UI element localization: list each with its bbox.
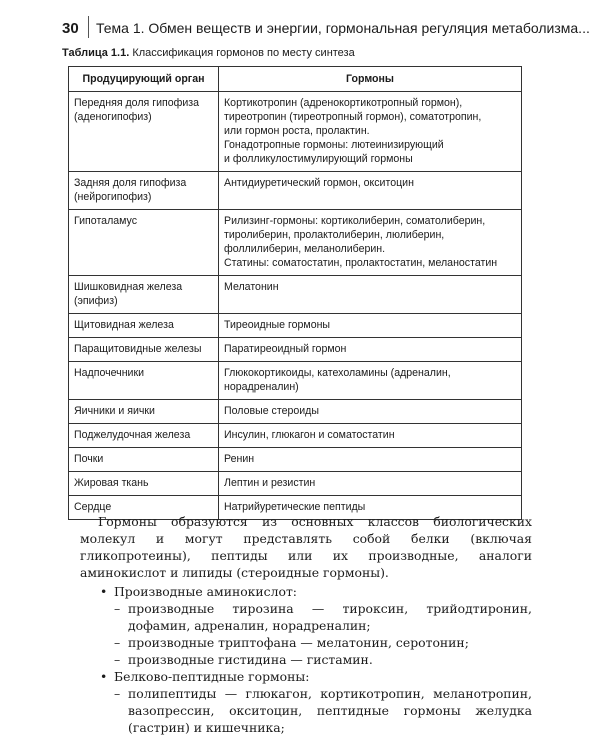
hormone-class-list bbox=[80, 583, 532, 736]
hormones-cell: Половые стероиды bbox=[219, 400, 522, 424]
sub-list-item bbox=[114, 634, 532, 651]
sub-item-text: производные триптофана — мелатонин, серотонин; bbox=[128, 635, 469, 650]
header-divider bbox=[88, 16, 89, 38]
list-item bbox=[80, 668, 532, 736]
dash-icon: – bbox=[114, 652, 121, 667]
table-row bbox=[69, 424, 522, 448]
organ-cell: Паращитовидные железы bbox=[69, 338, 219, 362]
sub-list bbox=[114, 685, 532, 736]
dash-icon: – bbox=[114, 686, 121, 701]
table-header-row bbox=[69, 67, 522, 92]
intro-paragraph: Гормоны образуются из основных классов биологических молекул и могут представлять собой белки (включая гликопротеины), пептиды или их производные, аналоги аминокислот и липиды (стероидные гормоны). bbox=[80, 514, 532, 580]
organ-cell: Яичники и яички bbox=[69, 400, 219, 424]
organ-cell: Жировая ткань bbox=[69, 472, 219, 496]
running-header bbox=[62, 14, 590, 40]
organ-cell: Сердце bbox=[69, 496, 219, 520]
page-number: 30 bbox=[62, 20, 79, 37]
table-row bbox=[69, 338, 522, 362]
running-title: Тема 1. Обмен веществ и энергии, гормональная регуляция метаболизма... bbox=[96, 20, 590, 36]
organ-cell: Щитовидная железа bbox=[69, 314, 219, 338]
group-title: Белково-пептидные гормоны: bbox=[114, 669, 310, 684]
column-header-hormones: Гормоны bbox=[219, 67, 522, 92]
table-row bbox=[69, 362, 522, 400]
table-row bbox=[69, 314, 522, 338]
hormones-cell: Паратиреоидный гормон bbox=[219, 338, 522, 362]
table-row bbox=[69, 472, 522, 496]
sub-item-text: производные тирозина — тироксин, трийодтиронин, дофамин, адреналин, норадреналин; bbox=[128, 601, 532, 633]
bullet-icon: • bbox=[100, 584, 108, 599]
organ-cell: Гипоталамус bbox=[69, 210, 219, 276]
dash-icon: – bbox=[114, 635, 121, 650]
hormone-table bbox=[68, 66, 522, 520]
table-row bbox=[69, 172, 522, 210]
organ-cell: Передняя доля гипофиза (аденогипофиз) bbox=[69, 92, 219, 172]
organ-cell: Шишковидная железа (эпифиз) bbox=[69, 276, 219, 314]
dash-icon: – bbox=[114, 601, 121, 616]
organ-cell: Задняя доля гипофиза (нейрогипофиз) bbox=[69, 172, 219, 210]
table-caption-text: Классификация гормонов по месту синтеза bbox=[132, 47, 355, 59]
sub-list-item bbox=[114, 600, 532, 634]
table-row bbox=[69, 92, 522, 172]
table-caption-label: Таблица 1.1. bbox=[62, 47, 130, 59]
hormones-cell: Рилизинг-гормоны: кортиколиберин, соматолиберин, тиролиберин, пролактолиберин, люлиберин, фоллилиберин, меланолиберин. Статины: соматостатин, пролактостатин, меланостатин bbox=[219, 210, 522, 276]
table-row bbox=[69, 210, 522, 276]
hormones-cell: Лептин и резистин bbox=[219, 472, 522, 496]
table-row bbox=[69, 276, 522, 314]
sub-list bbox=[114, 600, 532, 668]
column-header-organ: Продуцирующий орган bbox=[69, 67, 219, 92]
bullet-icon: • bbox=[100, 669, 108, 684]
hormones-cell: Тиреоидные гормоны bbox=[219, 314, 522, 338]
sub-item-text: производные гистидина — гистамин. bbox=[128, 652, 373, 667]
body-text bbox=[80, 513, 532, 736]
group-title: Производные аминокислот: bbox=[114, 584, 297, 599]
table-row bbox=[69, 448, 522, 472]
hormones-cell: Натрийуретические пептиды bbox=[219, 496, 522, 520]
table-caption bbox=[62, 47, 355, 59]
hormones-cell: Кортикотропин (адренокортикотропный гормон), тиреотропин (тиреотропный гормон), соматотропин, или гормон роста, пролактин. Гонадотропные гормоны: лютеинизирующий и фолликулостимулирующий гормоны bbox=[219, 92, 522, 172]
hormones-cell: Антидиуретический гормон, окситоцин bbox=[219, 172, 522, 210]
organ-cell: Поджелудочная железа bbox=[69, 424, 219, 448]
list-item bbox=[80, 583, 532, 668]
hormones-cell: Мелатонин bbox=[219, 276, 522, 314]
hormones-cell: Глюкокортикоиды, катехоламины (адреналин, норадреналин) bbox=[219, 362, 522, 400]
table-row bbox=[69, 400, 522, 424]
hormones-cell: Инсулин, глюкагон и соматостатин bbox=[219, 424, 522, 448]
sub-item-text: полипептиды — глюкагон, кортикотропин, меланотропин, вазопрессин, окситоцин, пептидные гормоны желудка (гастрин) и кишечника; bbox=[128, 686, 532, 735]
sub-list-item bbox=[114, 685, 532, 736]
hormones-cell: Ренин bbox=[219, 448, 522, 472]
organ-cell: Почки bbox=[69, 448, 219, 472]
sub-list-item bbox=[114, 651, 532, 668]
organ-cell: Надпочечники bbox=[69, 362, 219, 400]
